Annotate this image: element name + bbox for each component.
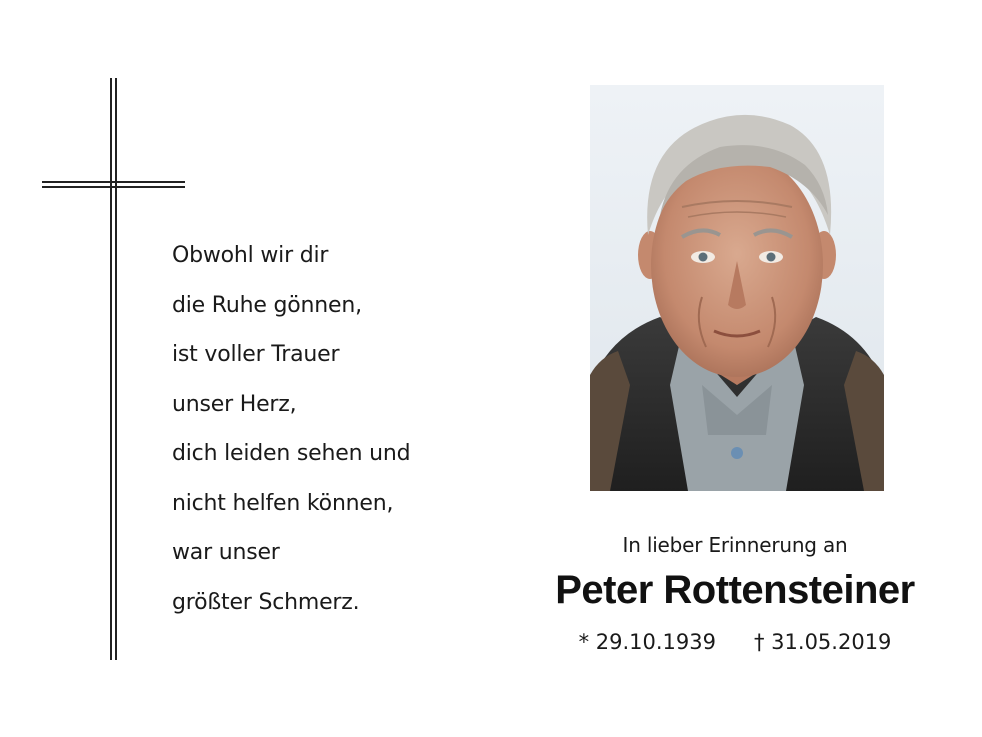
poem-line: die Ruhe gönnen, [172, 292, 362, 318]
death-date: † 31.05.2019 [754, 630, 892, 654]
poem-line: dich leiden sehen und [172, 441, 411, 466]
cross-vertical-line [115, 78, 117, 660]
poem-line: ist voller Trauer [172, 342, 340, 367]
life-dates [530, 624, 940, 660]
memorial-block [530, 528, 940, 660]
birth-date: * 29.10.1939 [578, 630, 716, 654]
poem-line: Obwohl wir dir [172, 243, 329, 268]
cross-horizontal-line [42, 186, 185, 188]
deceased-name: Peter Rottensteiner [555, 568, 915, 612]
poem-line: unser Herz, [172, 391, 297, 417]
portrait-photo [590, 85, 884, 491]
memorial-intro: In lieber Erinnerung an [622, 533, 848, 557]
cross-horizontal-line [42, 181, 185, 183]
cross-vertical-line [110, 78, 112, 660]
poem-line: war unser [172, 540, 280, 565]
poem-line: nicht helfen können, [172, 490, 394, 516]
poem-line: größter Schmerz. [172, 589, 360, 615]
poem [172, 238, 410, 634]
